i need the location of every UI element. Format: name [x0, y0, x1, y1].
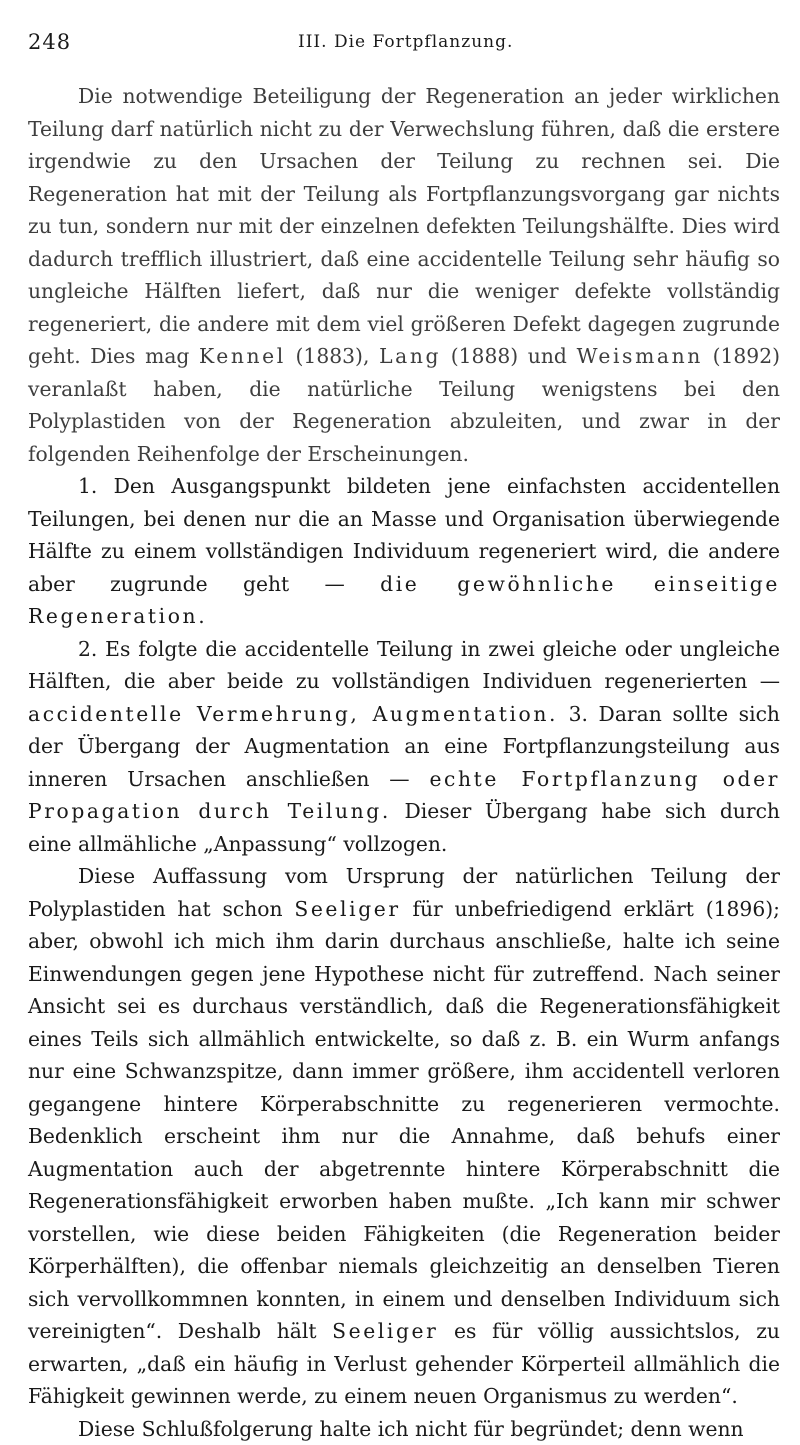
page-header	[28, 30, 780, 60]
page-number: 248	[28, 30, 71, 54]
text-segment: 3. Daran sollte sich der Übergang der Augmentation an eine Fortpflanzungsteilung aus inneren Ursachen anschließen —	[28, 702, 780, 791]
text-segment: für unbefriedigend erklärt (1896); aber, obwohl ich mich ihm darin durchaus anschließe, halte ich seine Einwendungen gegen jene Hypothese nicht für zutreffend. Nach seiner Ansicht sei es durchaus verständlich, daß die Regenerationsfähigkeit eines Teils sich allmählich entwickelte, so daß z. B. ein Wurm anfangs nur eine Schwanzspitze, dann immer größere, ihm accidentell verloren gegangene hintere Körperabschnitte zu regenerieren vermochte. Bedenklich erscheint ihm nur die Annahme, daß behufs einer Augmentation auch der abgetrennte hintere Körperabschnitt die Regenerationsfähigkeit erworben haben mußte. „Ich kann mir schwer vorstellen, wie diese beiden Fähigkeiten (die Regeneration beider Körperhälften), die offenbar niemals gleichzeitig an denselben Tieren sich vervollkommnen konnten, in einem und denselben Individuum sich vereinigten“. Deshalb hält	[28, 897, 780, 1344]
paragraph-conclusion-start	[28, 1413, 780, 1445]
emphasis-term: accidentelle Vermehrung, Augmentation.	[28, 702, 558, 726]
text-segment: (1888) und	[441, 344, 577, 368]
text-segment: 2. Es folgte die accidentelle Teilung in zwei gleiche oder ungleiche Hälften, die aber beide zu vollständigen Individuen regenerierten —	[28, 637, 780, 694]
text-segment: Diese Auffassung vom Ursprung der natürlichen Teilung der Polyplastiden hat schon	[28, 864, 780, 921]
text-segment: es für völlig aussichtslos, zu erwarten, „daß ein häufig in Verlust gehender Körperteil allmählich die Fähigkeit gewinnen werde, zu einem neuen Organismus zu werden“.	[28, 1319, 780, 1408]
text-segment: Diese Schlußfolgerung halte ich nicht für begründet; denn wenn	[78, 1417, 744, 1441]
text-segment: (1892) veranlaßt haben, die natürliche Teilung wenigstens bei den Polyplastiden von der Regeneration abzuleiten, und zwar in der folgenden Reihenfolge der Erscheinungen.	[28, 344, 780, 466]
paragraph-regeneration-role	[28, 80, 780, 470]
body-text	[28, 80, 780, 1445]
text-segment: Dieser Übergang habe sich durch eine allmähliche „Anpassung“ vollzogen.	[28, 799, 780, 856]
paragraph-seeliger-critique	[28, 860, 780, 1413]
author-name-seeliger: Seeliger	[294, 897, 400, 921]
emphasis-term: echte Fortpflanzung oder Propagation durch Teilung.	[28, 767, 780, 824]
text-segment: 1. Den Ausgangspunkt bildeten jene einfachsten accidentellen Teilungen, bei denen nur die an Masse und Organisation überwiegende Hälfte zu einem vollständigen Individuum regeneriert wird, die andere aber zugrunde geht —	[28, 474, 780, 596]
text-segment: Die notwendige Beteiligung der Regeneration an jeder wirklichen Teilung darf natürlich nicht zu der Verwechslung führen, daß die erstere irgendwie zu den Ursachen der Teilung zu rechnen sei. Die Regeneration hat mit der Teilung als Fortpflanzungsvorgang gar nichts zu tun, sondern nur mit der einzelnen defekten Teilungshälfte. Dies wird dadurch trefflich illustriert, daß eine accidentelle Teilung sehr häufig so ungleiche Hälften liefert, daß nur die weniger defekte vollständig regeneriert, die andere mit dem viel größeren Defekt dagegen zugrunde geht. Dies mag	[28, 84, 780, 368]
author-name-seeliger: Seeliger	[332, 1319, 438, 1343]
text-segment: (1883),	[286, 344, 379, 368]
emphasis-term: die gewöhnliche einseitige Regeneration.	[28, 572, 780, 629]
list-item-1	[28, 470, 780, 633]
author-name-lang: Lang	[379, 344, 441, 368]
list-item-2-3	[28, 633, 780, 861]
running-title: III. Die Fortpflanzung.	[298, 32, 513, 52]
author-name-weismann: Weismann	[577, 344, 703, 368]
author-name-kennel: Kennel	[199, 344, 286, 368]
